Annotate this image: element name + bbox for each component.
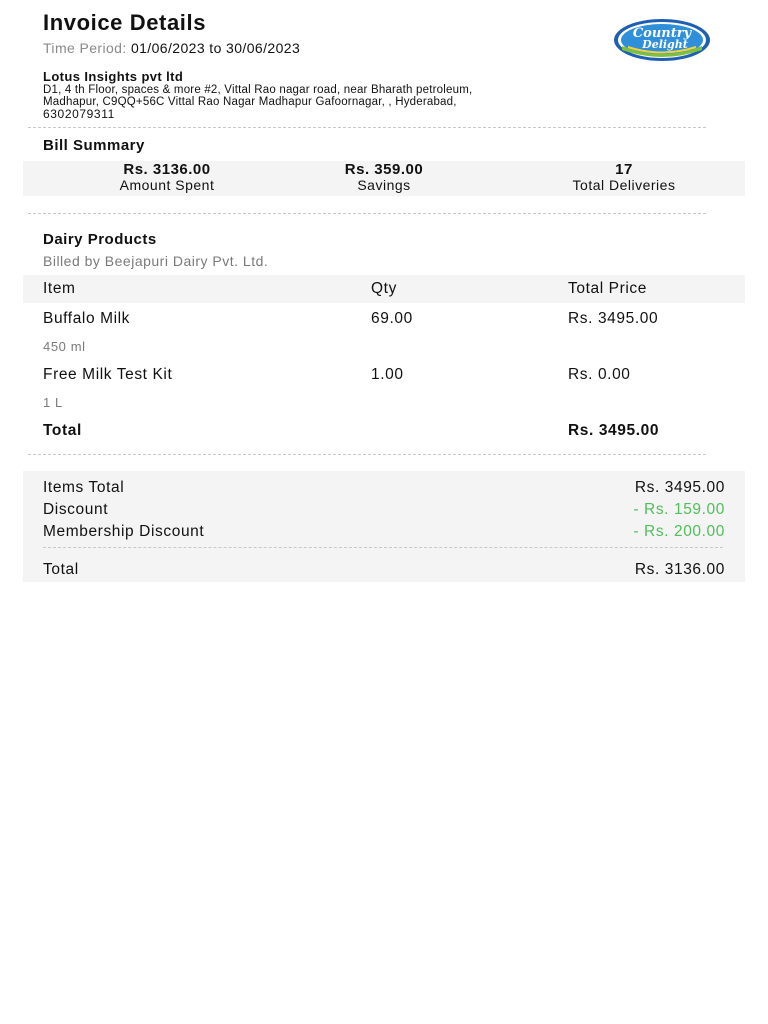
discount-label: Discount [43, 501, 109, 518]
logo-text-delight: Delight [642, 38, 688, 51]
time-period-value: 01/06/2023 to 30/06/2023 [130, 40, 301, 56]
dairy-products-title: Dairy Products [43, 231, 157, 248]
item-name: Buffalo Milk [43, 310, 131, 327]
savings-value: Rs. 359.00 [344, 161, 424, 178]
item-name: Free Milk Test Kit [43, 366, 173, 383]
grand-total-value: Rs. 3136.00 [634, 561, 725, 578]
country-delight-logo [610, 16, 714, 64]
savings-label: Savings [357, 177, 411, 193]
items-total-value: Rs. 3495.00 [634, 479, 725, 496]
amount-spent-value: Rs. 3136.00 [123, 161, 211, 178]
page-title: Invoice Details [43, 10, 207, 35]
amount-spent-summary [57, 161, 277, 193]
billed-by-text: Billed by Beejapuri Dairy Pvt. Ltd. [43, 253, 269, 269]
customer-address-line-2: Madhapur, C9QQ+56C Vittal Rao Nagar Madhapur Gafoornagar, , Hyderabad, [43, 96, 457, 108]
column-header-item: Item [43, 280, 76, 297]
invoice-totals-panel [23, 471, 745, 582]
table-total-label: Total [43, 422, 82, 439]
membership-discount-value: - Rs. 200.00 [633, 523, 725, 540]
item-variant: 450 ml [43, 339, 86, 354]
divider [28, 454, 706, 455]
total-deliveries-value: 17 [615, 161, 633, 178]
divider [43, 547, 723, 548]
bill-summary-title: Bill Summary [43, 137, 145, 154]
invoice-header [43, 8, 603, 57]
item-qty: 1.00 [371, 366, 404, 383]
time-period [43, 39, 603, 57]
total-deliveries-summary [514, 161, 734, 193]
item-variant: 1 L [43, 395, 63, 410]
grand-total-label: Total [43, 561, 79, 578]
customer-name: Lotus Insights pvt ltd [43, 69, 184, 84]
item-price: Rs. 0.00 [568, 366, 631, 383]
column-header-total-price: Total Price [568, 280, 647, 297]
savings-summary [274, 161, 494, 193]
table-total-value: Rs. 3495.00 [568, 422, 660, 439]
bill-summary-panel [23, 161, 745, 196]
item-qty: 69.00 [371, 310, 413, 327]
items-table-header [23, 275, 745, 303]
amount-spent-label: Amount Spent [119, 177, 215, 193]
items-total-label: Items Total [43, 479, 125, 496]
customer-address-line-1: D1, 4 th Floor, spaces & more #2, Vittal Rao nagar road, near Bharath petroleum, [43, 84, 473, 96]
divider [28, 127, 706, 128]
membership-discount-label: Membership Discount [43, 523, 205, 540]
customer-phone: 6302079311 [43, 107, 115, 121]
time-period-label: Time Period: [43, 40, 127, 56]
discount-value: - Rs. 159.00 [633, 501, 725, 518]
column-header-qty: Qty [371, 280, 397, 297]
total-deliveries-label: Total Deliveries [572, 177, 676, 193]
logo-text-country: Country [632, 26, 692, 41]
customer-details [43, 69, 743, 121]
divider [28, 213, 706, 214]
item-price: Rs. 3495.00 [568, 310, 659, 327]
